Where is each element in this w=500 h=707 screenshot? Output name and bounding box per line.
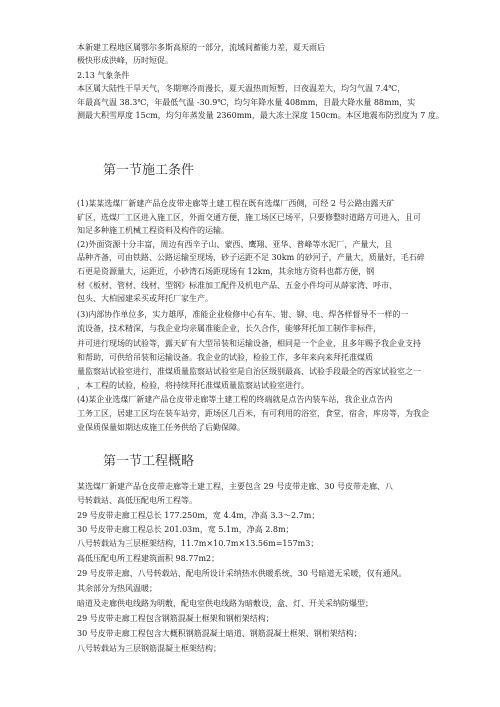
paragraph-line: 30 号皮带走廊工程包含大概积钢筋混凝土暗道、钢筋混凝土框架、钢桁架结构；: [77, 629, 362, 638]
section-title: 第一节工程概略: [103, 454, 195, 469]
paragraph-line: 八号转载站为三层框架结构，11.7m×10.7m×13.56m=157m3；: [77, 539, 319, 548]
paragraph-line: 号转载站、高低压配电所工程等。: [77, 496, 197, 505]
paragraph-line: 测最大积雪厚度 15cm，均匀年蒸发量 2360mm，最大冻土深度 150cm。本区地震布防烈度为 7 度。: [77, 111, 444, 120]
paragraph-line: 本区属大陆性干旱天气，冬期寒冷而漫长，夏天温热而短暂，日夜温差大，均匀气温 7.4℃，: [77, 84, 406, 93]
paragraph-line: 29 号皮带走廊工程总长 177.250m，宽 4.4m，净高 3.3～2.7m；: [77, 511, 320, 520]
paragraph-line: 30 号皮带走廊工程总长 201.03m，宽 5.1m，净高 2.8m；: [77, 525, 294, 534]
paragraph-line: 工务工区，居建工区均在装车站旁，距场区几百米，有可利用的浴室，食堂，宿舍，库房等，为我企: [77, 409, 429, 418]
paragraph-line: 业保质保量如期达成施工任务供给了后勤保障。: [77, 423, 245, 432]
paragraph-line: 知足多种施工机械工程资料及构件的运输。: [77, 226, 229, 235]
paragraph-line: 品种齐备，可由铁路、公路运输至现场，砂子运距不足 30km 的砂河子，产量大，质量好，毛石碎: [77, 253, 425, 262]
paragraph-line: 八号转载站为三层钢筋混凝土框架结构；: [77, 644, 221, 653]
paragraph-line: 并可进行现场的试验等，露天矿有大型吊装和运输设备，相同是一个企业，且多年赐予我企业支持: [77, 339, 421, 348]
paragraph-line: 高低压配电所工程建筑面积 98.77m2；: [77, 554, 220, 563]
paragraph-line: (1)某某选煤厂新建产品仓皮带走廊等土建工程在既有选煤厂西侧，可经 2 号公路由露天矿: [77, 199, 395, 208]
paragraph-line: 年最高气温 38.3℃，年最低气温 -30.9℃，均匀年降水量 408mm，目最大降水量 88mm，实: [77, 98, 416, 107]
paragraph-line: 极快形成洪峰，历时短促。: [77, 56, 173, 65]
paragraph-line: 和帮助，可供给吊装和运输设备。我企业的试验，检验工作，多年来向来拜托准煤质: [77, 353, 373, 362]
paragraph-line: 暗道及走廊供电线路为明敷，配电室供电线路为暗敷设，盒、灯、开关采纳防爆型；: [77, 599, 373, 608]
paragraph-line: 包头、大柏园建采买或拜托厂家生产。: [77, 294, 213, 303]
paragraph-line: 量监察站试验室进行，准煤质量监察站试验室是自治区级别最高、试验手段最全的西家试验室之一: [77, 367, 421, 376]
paragraph-line: (3)内部协作单位多，实力雄厚，准能企业检修中心有车、钳、铆、电、焊各样督导不一样的一: [77, 310, 409, 319]
paragraph-line: (4)某企业选煤厂新建产品仓皮带走廊等土建工程的终端就是点告内装车站，我企业点告内: [77, 395, 393, 404]
paragraph-line: 材《板材、管材、线材、型钢》标准加工配件及机电产品、五金小件均可从薛家湾、呼市、: [77, 281, 397, 290]
paragraph-line: 其余部分为热风温暖；: [77, 584, 157, 593]
subsection-heading: 2.13 气象条件: [77, 71, 130, 80]
paragraph-line: 流设备，技术精深，与我企业均亲属准能企业，长久合作，能够拜托加工制作非标件，: [77, 324, 381, 333]
section-title: 第一节施工条件: [103, 163, 195, 178]
paragraph-line: 某选煤厂新建产品仓皮带走廊等土建工程，主要包含 29 号皮带走廊、30 号皮带走廊、八: [77, 482, 393, 491]
paragraph-line: 本新建工程地区属鄂尔多斯高原的一部分，流域间蓄能力差，夏天雨后: [77, 43, 325, 52]
paragraph-line: 29 号皮带走廊、八号转载站、配电所设计采纳热水供暖系统，30 号暗道无采暖，仅有通风。: [77, 569, 407, 578]
paragraph-line: (2)外面资源十分丰富，周边有西辛子山、蒙西、鹰翔、亚华、普峰等水泥厂，产量大，且: [77, 240, 393, 249]
paragraph-line: 矿区，选煤厂工区进入施工区，外面交通方便，施工场区已场平，只要修整时道路方可进入，且可: [77, 213, 421, 222]
paragraph-line: 石更是资源量大，运距近，小砂湾石场距现场有 12km，其余地方资料也都方便，钢: [77, 267, 375, 276]
paragraph-line: 29 号皮带走廊工程包含钢筋混凝土框架和钢桁架结构；: [77, 614, 274, 623]
paragraph-line: ，本工程的试验，检验，将持续拜托准煤质量监察站试验室进行。: [77, 381, 309, 390]
